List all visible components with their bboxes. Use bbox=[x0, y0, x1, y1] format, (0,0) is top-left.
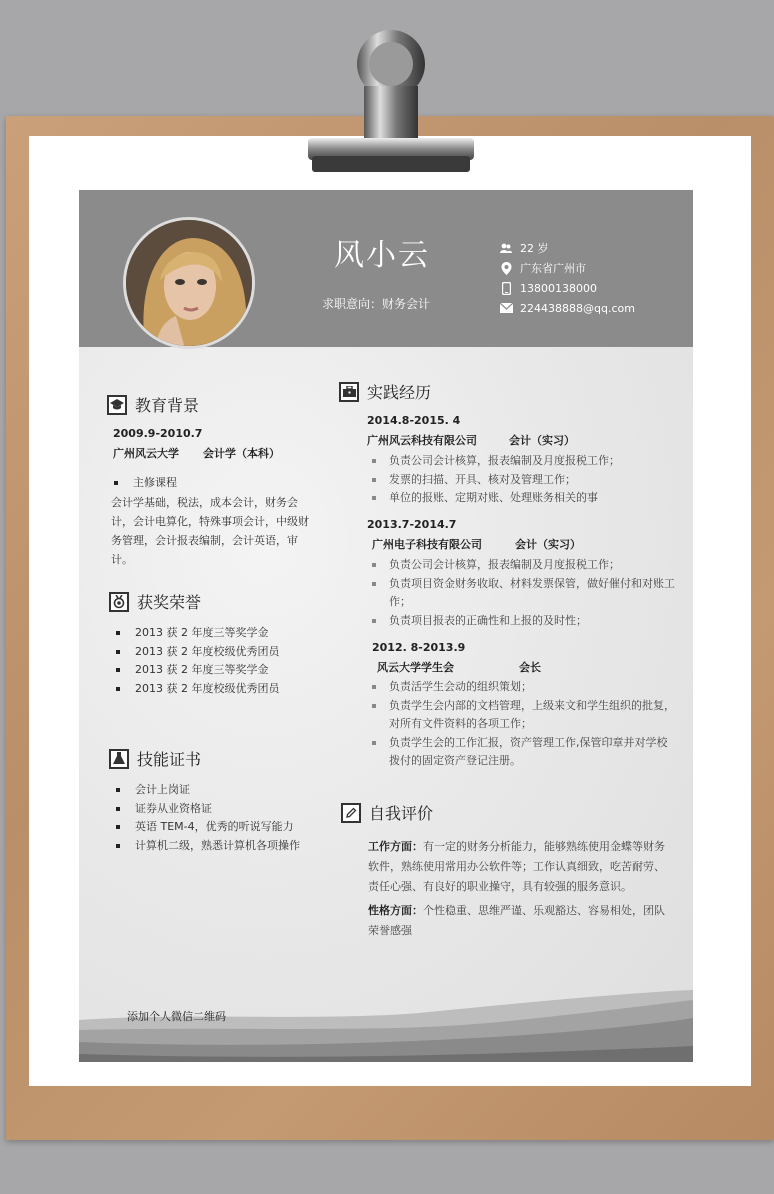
list-item: 2013 获 2 年度校级优秀团员 bbox=[113, 680, 279, 699]
contact-email: 224438888@qq.com bbox=[499, 298, 635, 318]
contact-location: 广东省广州市 bbox=[499, 258, 635, 278]
job-2-list bbox=[369, 556, 677, 630]
resume bbox=[79, 190, 693, 1062]
list-item: 证券从业资格证 bbox=[113, 800, 300, 819]
skills-list bbox=[113, 781, 300, 855]
list-item: 负责学生会内部的文档管理，上级来文和学生组织的批复，对所有文件资料的各项工作； bbox=[369, 697, 677, 734]
job-1-company: 广州风云科技有限公司 bbox=[367, 434, 477, 447]
job-intent: 求职意向：财务会计 bbox=[322, 297, 431, 311]
character-label: 性格方面： bbox=[368, 904, 423, 917]
job-1-list bbox=[369, 452, 677, 508]
character-text: 个性稳重、思维严谨、乐观豁达、容易相处，团队荣誉感强 bbox=[368, 904, 665, 937]
self-eval-heading: 自我评价 bbox=[341, 801, 433, 824]
mail-icon bbox=[499, 301, 513, 315]
list-item: 负责活学生会动的组织策划； bbox=[369, 678, 677, 697]
location-pin-icon bbox=[499, 261, 513, 275]
list-item: 2013 获 2 年度三等奖学金 bbox=[113, 624, 279, 643]
binder-clip-icon bbox=[306, 26, 476, 176]
self-eval-character bbox=[368, 901, 674, 941]
list-item: 负责公司会计核算，报表编制及月度报税工作； bbox=[369, 452, 677, 471]
job-2-date: 2013.7-2014.7 bbox=[367, 518, 457, 531]
awards-heading: 获奖荣誉 bbox=[109, 590, 201, 613]
list-item: 计算机二级，熟悉计算机各项操作 bbox=[113, 837, 300, 856]
graduation-cap-icon bbox=[107, 395, 127, 415]
briefcase-icon bbox=[339, 382, 359, 402]
contact-phone: 13800138000 bbox=[499, 278, 635, 298]
skills-heading: 技能证书 bbox=[109, 747, 201, 770]
job-2-company: 广州电子科技有限公司 bbox=[372, 538, 482, 551]
flask-icon bbox=[109, 749, 129, 769]
job-3-date: 2012. 8-2013.9 bbox=[372, 641, 466, 654]
work-text: 有一定的财务分析能力，能够熟练使用金蝶等财务软件，熟练使用常用办公软件等；工作认真细致，吃苦耐劳、责任心强、有良好的职业操守，具有较强的服务意识。 bbox=[368, 840, 665, 893]
course-content: 会计学基础，税法，成本会计，财务会计，会计电算化，特殊事项会计，中级财务管理，会计报表编制，会计英语，审计。 bbox=[111, 496, 309, 566]
list-item: 会计上岗证 bbox=[113, 781, 300, 800]
list-item: 负责学生会的工作汇报，资产管理工作,保管印章并对学校拨付的固定资产登记注册。 bbox=[369, 734, 677, 771]
list-item: 2013 获 2 年度三等奖学金 bbox=[113, 661, 279, 680]
phone-icon bbox=[499, 281, 513, 295]
course-label: 主修课程 bbox=[111, 474, 177, 493]
job-1-role: 会计（实习） bbox=[509, 434, 575, 447]
list-item: 单位的报账、定期对账、处理账务相关的事 bbox=[369, 489, 677, 508]
users-icon bbox=[499, 241, 513, 255]
job-3-role: 会长 bbox=[519, 661, 541, 674]
list-item: 负责公司会计核算，报表编制及月度报税工作； bbox=[369, 556, 677, 575]
contact-list bbox=[499, 238, 635, 318]
course-list bbox=[111, 474, 177, 493]
job-2-role: 会计（实习） bbox=[515, 538, 581, 551]
experience-heading: 实践经历 bbox=[339, 380, 431, 403]
medal-icon bbox=[109, 592, 129, 612]
work-label: 工作方面： bbox=[368, 840, 423, 853]
list-item: 负责项目报表的正确性和上报的及时性； bbox=[369, 612, 677, 631]
contact-age: 22 岁 bbox=[499, 238, 635, 258]
education-date: 2009.9-2010.7 bbox=[113, 427, 203, 440]
qr-label: 添加个人微信二维码 bbox=[127, 1010, 226, 1023]
education-school: 广州风云大学 bbox=[113, 447, 179, 460]
candidate-name: 风小云 bbox=[334, 238, 430, 273]
self-eval-work bbox=[368, 837, 674, 897]
portrait-image bbox=[126, 220, 255, 349]
job-3-list bbox=[369, 678, 677, 771]
edit-icon bbox=[341, 803, 361, 823]
education-heading: 教育背景 bbox=[107, 393, 199, 416]
resume-header bbox=[79, 190, 693, 347]
job-1-date: 2014.8-2015. 4 bbox=[367, 414, 461, 427]
profile-photo bbox=[123, 217, 255, 349]
list-item: 英语 TEM-4，优秀的听说写能力 bbox=[113, 818, 300, 837]
education-major: 会计学（本科） bbox=[203, 447, 280, 460]
job-3-company: 风云大学学生会 bbox=[377, 661, 454, 674]
list-item: 2013 获 2 年度校级优秀团员 bbox=[113, 643, 279, 662]
awards-list bbox=[113, 624, 279, 698]
list-item: 负责项目资金财务收取、材料发票保管，做好催付和对账工作； bbox=[369, 575, 677, 612]
list-item: 发票的扫描、开具、核对及管理工作； bbox=[369, 471, 677, 490]
